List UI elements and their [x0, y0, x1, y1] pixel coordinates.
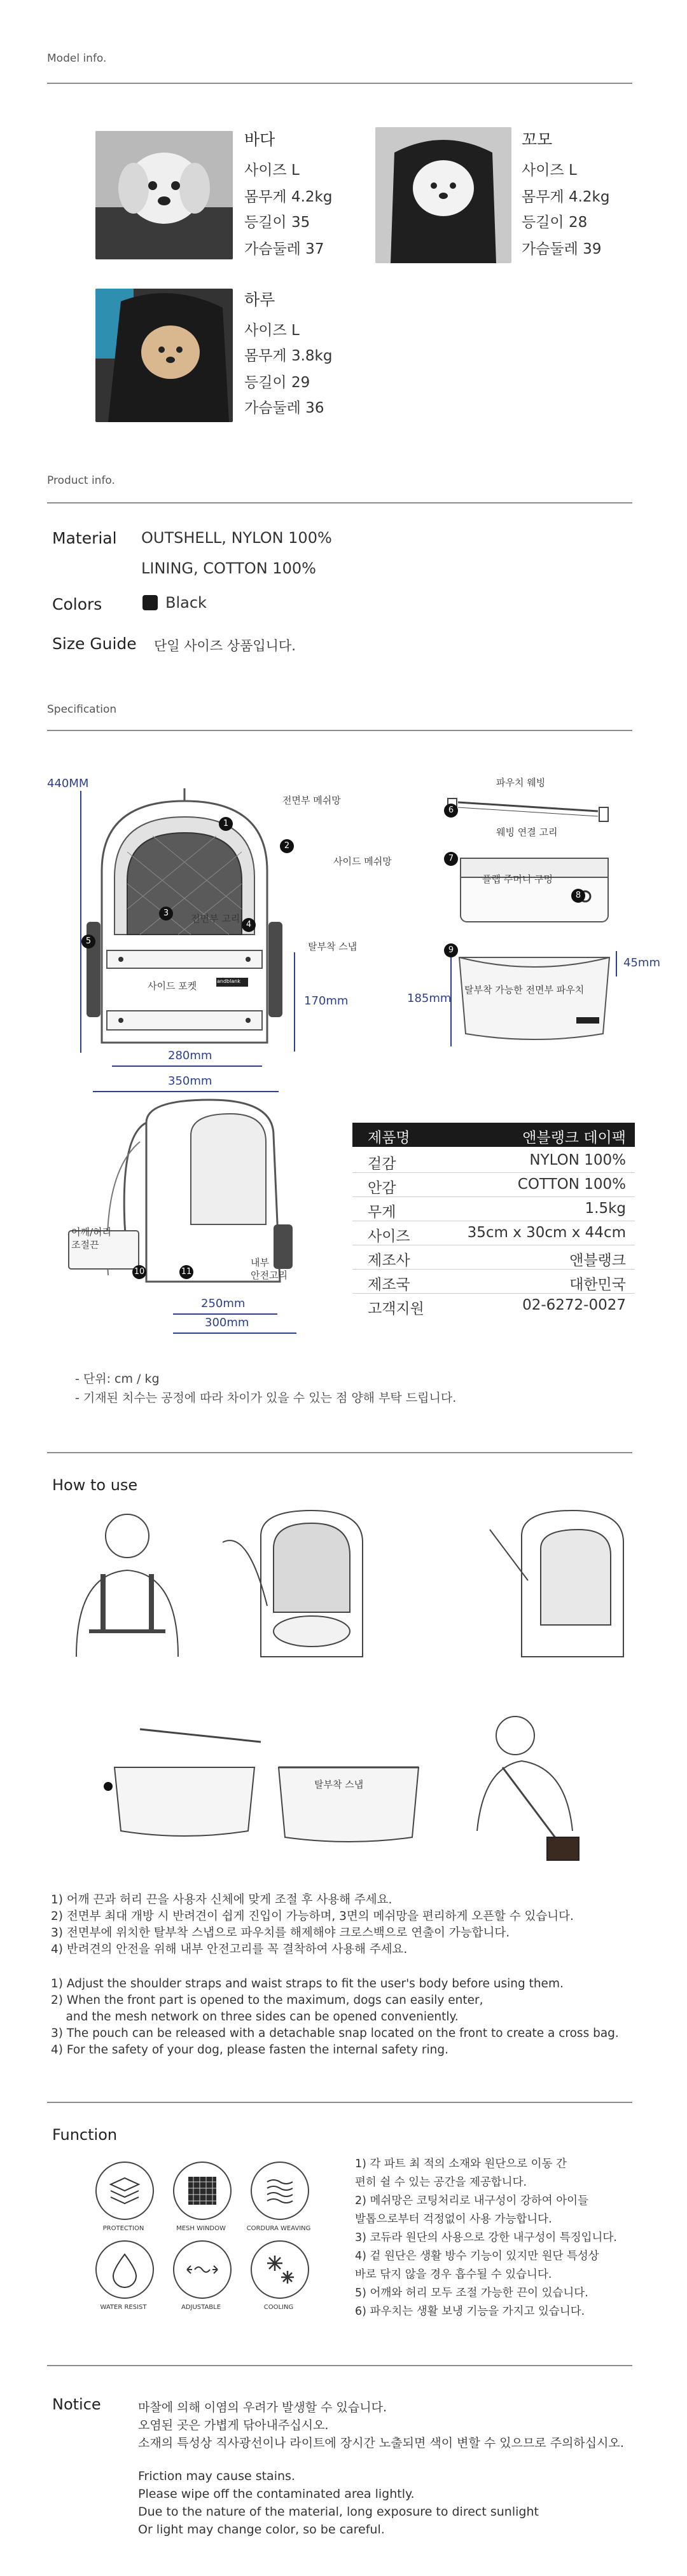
spec-value: 02-6272-0027 — [522, 1297, 626, 1313]
model-weight: 몸무게 3.8kg — [244, 348, 333, 364]
notice-top-divider — [47, 2365, 632, 2366]
function-text-9: 6) 파우치는 생활 보냉 기능을 가지고 있습니다. — [355, 2305, 585, 2318]
callout-webbing-ring: 웨빙 연결 고리 — [496, 826, 558, 838]
badge-10: 10 — [132, 1265, 146, 1279]
size-guide-label: Size Guide — [52, 634, 137, 653]
color-swatch[interactable] — [142, 595, 158, 610]
notice-en-2: Please wipe off the contaminated area lightly. — [138, 2487, 415, 2501]
spec-key: 고객지원 — [368, 1301, 424, 1317]
spec-value: NYLON 100% — [529, 1152, 626, 1168]
model-back-length: 등길이 35 — [244, 214, 310, 231]
inner-width-label: 280mm — [168, 1049, 212, 1062]
function-text-7: 바로 닦지 않을 경우 흡수될 수 있습니다. — [355, 2268, 552, 2281]
spec-row — [352, 1293, 635, 1317]
spec-key: 제조사 — [368, 1252, 410, 1269]
spec-value: 35cm x 30cm x 44cm — [467, 1224, 626, 1241]
badge-1: 1 — [219, 817, 233, 831]
model-photo-como — [375, 127, 511, 263]
spec-value: COTTON 100% — [517, 1176, 626, 1193]
water-resist-icon — [95, 2240, 154, 2299]
how-en-1: 1) Adjust the shoulder straps and waist straps to fit the user's body before using them. — [51, 1977, 564, 1990]
spec-row — [352, 1269, 635, 1294]
product-info-divider — [47, 502, 632, 504]
model-info-divider — [47, 83, 632, 84]
model-photo-bada — [95, 131, 233, 259]
badge-5: 5 — [81, 935, 95, 949]
callout-shoulder-waist: 어깨/허리 조절끈 — [71, 1226, 112, 1250]
badge-11: 11 — [179, 1265, 193, 1279]
model-size: 사이즈 L — [244, 162, 300, 179]
how-en-4: 3) The pouch can be released with a detachable snap located on the front to create a cross bag. — [51, 2027, 619, 2040]
side-outer-width-line — [173, 1333, 296, 1334]
model-chest: 가슴둘레 37 — [244, 241, 324, 257]
how-ko-3: 3) 전면부에 위치한 탈부착 스냅으로 파우치를 해제해야 크로스백으로 연출이 가능합니다. — [51, 1926, 510, 1940]
spec-row — [352, 1245, 635, 1270]
callout-pouch-webbing: 파우치 웨빙 — [496, 777, 546, 788]
cooling-icon — [251, 2240, 309, 2299]
callout-side-pocket: 사이드 포켓 — [148, 980, 197, 992]
spec-note-tolerance: - 기재된 치수는 공정에 따라 차이가 있을 수 있는 점 양해 부탁 드립니다. — [75, 1391, 457, 1405]
function-text-2: 편히 쉴 수 있는 공간을 제공합니다. — [355, 2176, 527, 2189]
badge-6: 6 — [444, 804, 458, 818]
spec-table-header — [352, 1123, 635, 1147]
model-back-length: 등길이 28 — [522, 214, 588, 231]
specification-divider — [47, 730, 632, 731]
function-text-3: 2) 메쉬망은 코팅처리로 내구성이 강하여 아이들 — [355, 2195, 588, 2207]
material-label: Material — [52, 529, 117, 547]
spec-key: 제조국 — [368, 1277, 410, 1293]
notice-en-4: Or light may change color, so be careful. — [138, 2523, 385, 2537]
adjustable-caption: ADJUSTABLE — [181, 2304, 221, 2311]
badge-9: 9 — [444, 943, 458, 957]
how-en-5: 4) For the safety of your dog, please fasten the internal safety ring. — [51, 2043, 448, 2057]
side-inner-width-line — [173, 1313, 277, 1315]
callout-front-mesh: 전면부 메쉬망 — [282, 795, 341, 806]
callout-flap-pocket: 플랩 주머니 구멍 — [482, 874, 553, 885]
notice-ko-1: 마찰에 의해 이염의 우려가 발생할 수 있습니다. — [138, 2401, 387, 2415]
notice-en-3: Due to the nature of the material, long exposure to direct sunlight — [138, 2505, 539, 2519]
water-resist-caption: WATER RESIST — [100, 2304, 147, 2311]
material-outshell: OUTSHELL, NYLON 100% — [141, 529, 332, 547]
badge-4: 4 — [242, 918, 256, 932]
illustration-mesh-open — [483, 1504, 649, 1669]
size-guide-value: 단일 사이즈 상품입니다. — [154, 638, 296, 654]
notice-ko-2: 오염된 곳은 가볍게 닦아내주십시오. — [138, 2418, 329, 2432]
model-chest: 가슴둘레 39 — [522, 241, 602, 257]
spec-key: 안감 — [368, 1180, 396, 1196]
spec-value: 앤블랭크 — [569, 1252, 626, 1269]
protection-icon — [95, 2162, 154, 2220]
colors-label: Colors — [52, 595, 102, 613]
model-photo-haru — [95, 289, 233, 422]
callout-how-snap: 탈부착 스냅 — [314, 1779, 364, 1790]
model-name: 꼬모 — [522, 130, 553, 149]
adjustable-icon — [173, 2240, 232, 2299]
function-text-8: 5) 어깨와 허리 모두 조절 가능한 끈이 있습니다. — [355, 2287, 588, 2299]
function-top-divider — [47, 2102, 632, 2103]
spec-key: 무게 — [368, 1204, 396, 1221]
model-name: 바다 — [244, 130, 275, 149]
callout-side-mesh: 사이드 메쉬망 — [333, 856, 392, 867]
model-weight: 몸무게 4.2kg — [244, 189, 333, 205]
function-text-6: 4) 겉 원단은 생활 방수 기능이 있지만 원단 특성상 — [355, 2250, 599, 2263]
spec-header-value: 앤블랭크 데이팩 — [522, 1130, 626, 1146]
outer-width-label: 350mm — [168, 1074, 212, 1088]
material-lining: LINING, COTTON 100% — [141, 559, 316, 577]
spec-row — [352, 1172, 635, 1197]
mesh-window-icon — [173, 2162, 232, 2220]
illustration-pouch-snap — [272, 1761, 425, 1844]
callout-front-ring: 전면부 고리 — [191, 913, 240, 924]
callout-detach-snap: 탈부착 스냅 — [308, 941, 357, 952]
model-size: 사이즈 L — [522, 162, 577, 179]
model-name: 하루 — [244, 291, 275, 309]
spec-row — [352, 1196, 635, 1221]
side-inner-width-label: 250mm — [201, 1297, 246, 1310]
how-ko-1: 1) 어깨 끈과 허리 끈을 사용자 신체에 맞게 조절 후 사용해 주세요. — [51, 1893, 392, 1907]
spec-header-key: 제품명 — [368, 1130, 410, 1146]
callout-detach-pouch: 탈부착 가능한 전면부 파우치 — [464, 984, 585, 996]
protection-caption: PROTECTION — [102, 2225, 144, 2232]
height-dimension-line — [80, 791, 81, 1053]
badge-2: 2 — [280, 839, 294, 853]
illustration-pouch-webbing — [102, 1716, 267, 1844]
outer-width-line — [93, 1091, 279, 1092]
model-size: 사이즈 L — [244, 322, 300, 339]
model-info-label: Model info. — [47, 52, 107, 65]
spec-key: 겉감 — [368, 1156, 396, 1172]
function-text-5: 3) 코듀라 원단의 사용으로 강한 내구성이 특징입니다. — [355, 2231, 617, 2244]
badge-3: 3 — [159, 907, 173, 921]
backpack-brand-tag: andblank — [217, 978, 240, 984]
cordura-weaving-icon — [251, 2162, 309, 2220]
spec-key: 사이즈 — [368, 1228, 410, 1245]
side-outer-width-label: 300mm — [205, 1316, 249, 1329]
how-ko-2: 2) 전면부 최대 개방 시 반려견이 쉽게 진입이 가능하며, 3면의 메쉬망을 편리하게 오픈할 수 있습니다. — [51, 1910, 574, 1923]
model-weight: 몸무게 4.2kg — [522, 189, 610, 205]
pouch-side-line — [616, 951, 617, 976]
notice-title: Notice — [52, 2395, 101, 2413]
product-info-label: Product info. — [47, 474, 115, 487]
function-text-4: 발톱으로부터 걱정없이 사용 가능합니다. — [355, 2213, 552, 2226]
mesh-window-caption: MESH WINDOW — [176, 2225, 226, 2232]
badge-8: 8 — [571, 889, 585, 903]
how-to-use-top-divider — [47, 1452, 632, 1453]
function-text-1: 1) 각 파트 최 적의 소재와 원단으로 이동 간 — [355, 2158, 567, 2170]
pouch-height-label: 185mm — [407, 992, 452, 1005]
model-back-length: 등길이 29 — [244, 374, 310, 391]
backpack-front-drawing — [76, 788, 293, 1055]
illustration-crossbody — [471, 1704, 598, 1875]
pouch-side-label: 45mm — [623, 956, 660, 969]
illustration-open-front — [210, 1504, 375, 1669]
badge-7: 7 — [444, 852, 458, 866]
bottom-height-line — [294, 952, 295, 1052]
model-chest: 가슴둘레 36 — [244, 400, 324, 416]
how-en-3: and the mesh network on three sides can be opened conveniently. — [51, 2010, 459, 2024]
spec-row — [352, 1221, 635, 1245]
notice-en-1: Friction may cause stains. — [138, 2469, 295, 2483]
detachable-pouch-drawing — [455, 951, 613, 1046]
spec-value: 대한민국 — [569, 1277, 626, 1293]
bottom-height-label: 170mm — [304, 994, 349, 1008]
callout-inner-safety: 내부 안전고리 — [251, 1257, 288, 1281]
function-title: Function — [52, 2126, 118, 2144]
inner-width-line — [112, 1065, 262, 1067]
spec-row — [352, 1148, 635, 1173]
spec-value: 1.5kg — [585, 1200, 626, 1217]
color-name: Black — [165, 594, 207, 612]
notice-ko-3: 소재의 특성상 직사광선이나 라이트에 장시간 노출되면 색이 변할 수 있으므로 주의하십시오. — [138, 2436, 624, 2450]
cooling-caption: COOLING — [263, 2304, 294, 2311]
pouch-flap-drawing — [458, 852, 611, 928]
height-440-label: 440MM — [47, 777, 89, 790]
how-to-use-title: How to use — [52, 1476, 138, 1494]
how-ko-4: 4) 반려견의 안전을 위해 내부 안전고리를 꼭 결착하여 사용해 주세요. — [51, 1943, 408, 1956]
how-en-2: 2) When the front part is opened to the maximum, dogs can easily enter, — [51, 1994, 483, 2007]
spec-note-unit: - 단위: cm / kg — [75, 1372, 160, 1386]
cordura-weaving-caption: CORDURA WEAVING — [246, 2225, 311, 2232]
specification-label: Specification — [47, 703, 117, 716]
illustration-person-back — [64, 1504, 191, 1657]
